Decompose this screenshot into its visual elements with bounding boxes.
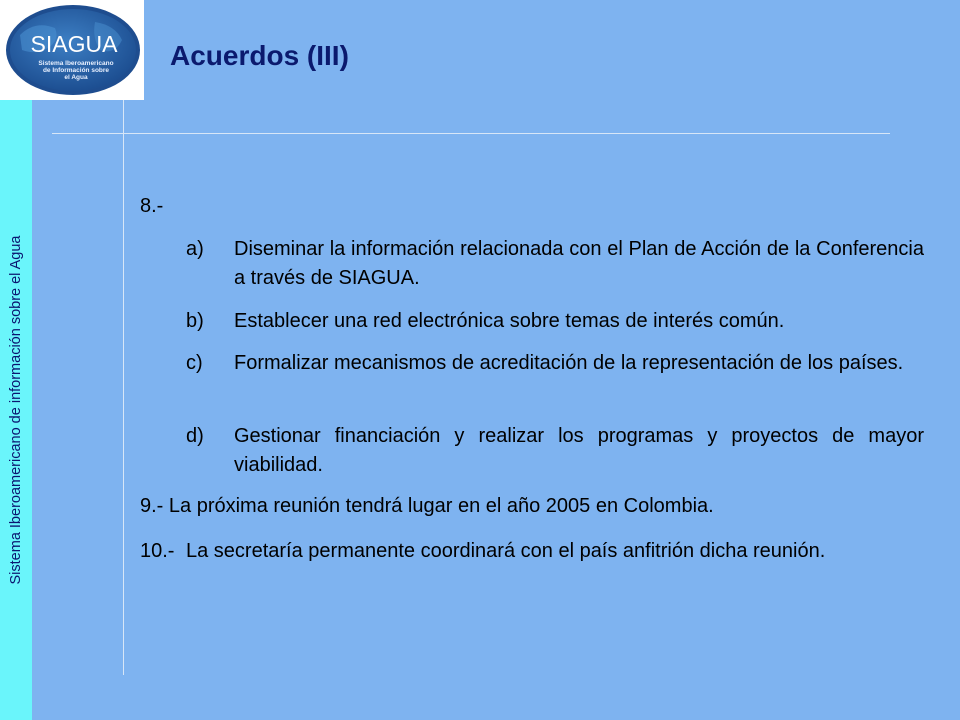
item-10 bbox=[140, 537, 930, 566]
subitem-d bbox=[186, 422, 924, 480]
logo-name: SIAGUA bbox=[30, 31, 118, 57]
subitem-marker: a) bbox=[186, 238, 204, 260]
subitem-marker: c) bbox=[186, 352, 203, 374]
slide-title: Acuerdos (III) bbox=[170, 40, 349, 71]
subitem-text: Gestionar financiación y realizar los programas y proyectos de mayor viabilidad. bbox=[234, 425, 924, 476]
logo-subtitle-line-1: Sistema Iberoamericano bbox=[38, 60, 114, 67]
item-8-label: 8.- bbox=[140, 195, 164, 217]
subitem-text: Formalizar mecanismos de acreditación de la representación de los países. bbox=[234, 352, 904, 374]
subitem-marker: d) bbox=[186, 425, 204, 447]
logo-subtitle-line-2: de Información sobre bbox=[42, 67, 110, 74]
subitem-a bbox=[186, 235, 924, 293]
item-10-text: La secretaría permanente coordinará con el país anfitrión dicha reunión. bbox=[186, 540, 826, 562]
subitem-marker: b) bbox=[186, 310, 204, 332]
subitem-c bbox=[186, 349, 924, 378]
subitem-text: Diseminar la información relacionada con el Plan de Acción de la Conferencia a través de SIAGUA. bbox=[234, 238, 924, 289]
logo-subtitle-line-3: el Agua bbox=[64, 74, 88, 81]
vertical-divider bbox=[123, 100, 124, 675]
item-9: 9.- La próxima reunión tendrá lugar en el año 2005 en Colombia. bbox=[140, 495, 714, 517]
subitem-b bbox=[186, 307, 924, 336]
subitem-text: Establecer una red electrónica sobre temas de interés común. bbox=[234, 310, 785, 332]
sidebar-vertical-text: Sistema Iberoamericano de información sobre el Agua bbox=[8, 235, 24, 585]
item-10-marker: 10.- bbox=[140, 540, 175, 562]
siagua-logo bbox=[0, 0, 144, 100]
logo-panel bbox=[0, 0, 144, 100]
horizontal-divider bbox=[52, 133, 890, 134]
